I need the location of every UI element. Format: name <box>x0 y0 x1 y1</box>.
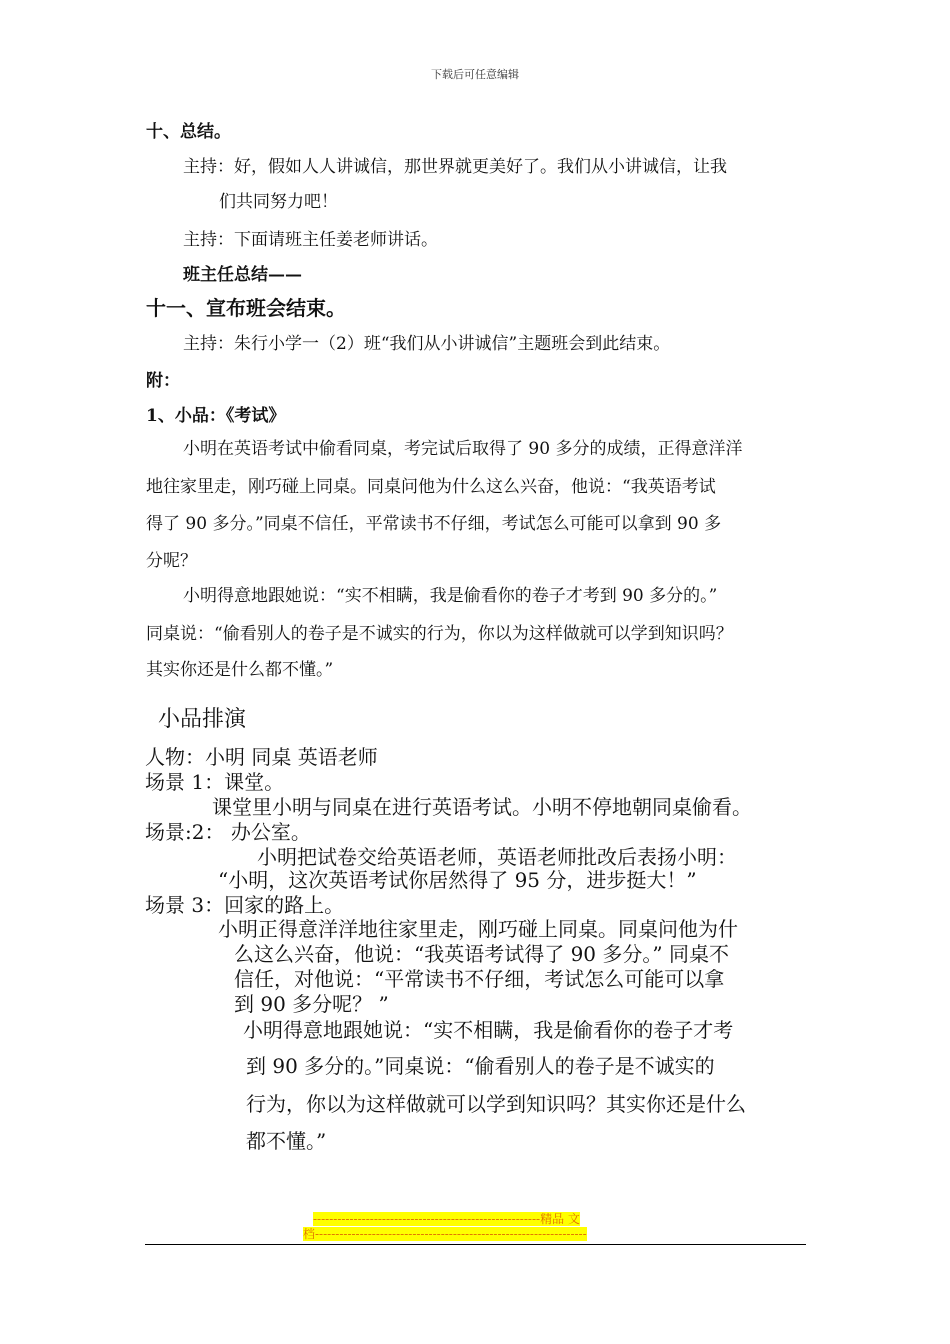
skit-paragraph-1-line-3: 得了 90 多分。”同桌不信任，平常读书不仔细，考试怎么可能可以拿到 90 多 <box>146 514 722 534</box>
rehearsal-title: 小品排演 <box>158 707 247 732</box>
scene-3-more-line-3: 行为，你以为这样做就可以学到知识吗？其实你还是什么 <box>246 1092 746 1116</box>
scene-1-label: 场景 1：课堂。 <box>145 770 285 794</box>
section-10-line-2: 们共同努力吧！ <box>219 192 338 212</box>
scene-3-more-line-1: 小明得意地跟她说：“实不相瞒，我是偷看你的卷子才考 <box>243 1018 734 1042</box>
skit-paragraph-1-line-1: 小明在英语考试中偷看同桌，考完试后取得了 90 多分的成绩，正得意洋洋 <box>183 439 743 459</box>
footer-divider <box>145 1244 806 1245</box>
scene-3-line-1: 小明正得意洋洋地往家里走，刚巧碰上同桌。同桌问他为什 <box>218 917 738 941</box>
footer-marker-line-1: --------------------------------------------------------精品 文 <box>313 1212 580 1226</box>
section-11-line-1: 主持：朱行小学一（2）班“我们从小讲诚信”主题班会到此结束。 <box>183 334 671 354</box>
skit-paragraph-2-line-2: 同桌说：“偷看别人的卷子是不诚实的行为，你以为这样做就可以学到知识吗？ <box>146 624 733 644</box>
footer-marker-line-2: 档------------------------------------------------------------------- <box>303 1227 587 1241</box>
skit-paragraph-1-line-2: 地往家里走，刚巧碰上同桌。同桌问他为什么这么兴奋，他说：“我英语考试 <box>146 477 716 497</box>
teacher-summary-label: 班主任总结—— <box>183 265 302 285</box>
scene-3-line-4: 到 90 多分呢？ ” <box>234 992 389 1016</box>
skit-paragraph-1-line-4: 分呢？ <box>146 551 197 571</box>
scene-2-label: 场景:2： 办公室。 <box>145 820 311 844</box>
appendix-label: 附： <box>146 371 180 391</box>
section-11-heading: 十一、宣布班会结束。 <box>146 296 346 320</box>
rehearsal-characters: 人物：小明 同桌 英语老师 <box>145 745 378 769</box>
scene-2-text-2: “小明，这次英语考试你居然得了 95 分，进步挺大！” <box>218 868 697 892</box>
section-10-line-3: 主持：下面请班主任姜老师讲话。 <box>183 230 438 250</box>
scene-3-more-line-4: 都不懂。” <box>246 1129 327 1153</box>
skit-paragraph-2-line-1: 小明得意地跟她说：“实不相瞒，我是偷看你的卷子才考到 90 多分的。” <box>183 586 718 606</box>
scene-3-label: 场景 3：回家的路上。 <box>145 893 345 917</box>
section-10-line-1: 主持：好，假如人人讲诚信，那世界就更美好了。我们从小讲诚信，让我 <box>183 157 727 177</box>
scene-3-line-3: 信任，对他说：“平常读书不仔细，考试怎么可能可以拿 <box>234 967 725 991</box>
page-header-note: 下载后可任意编辑 <box>431 68 519 81</box>
scene-2-text-1: 小明把试卷交给英语老师，英语老师批改后表扬小明： <box>257 845 737 869</box>
skit-title: 1、小品：《考试》 <box>146 406 286 426</box>
scene-1-text: 课堂里小明与同桌在进行英语考试。小明不停地朝同桌偷看。 <box>212 795 752 819</box>
skit-paragraph-2-line-3: 其实你还是什么都不懂。” <box>146 660 334 680</box>
scene-3-line-2: 么这么兴奋，他说：“我英语考试得了 90 多分。” 同桌不 <box>234 942 729 966</box>
section-10-heading: 十、总结。 <box>146 122 231 142</box>
scene-3-more-line-2: 到 90 多分的。”同桌说：“偷看别人的卷子是不诚实的 <box>246 1054 715 1078</box>
